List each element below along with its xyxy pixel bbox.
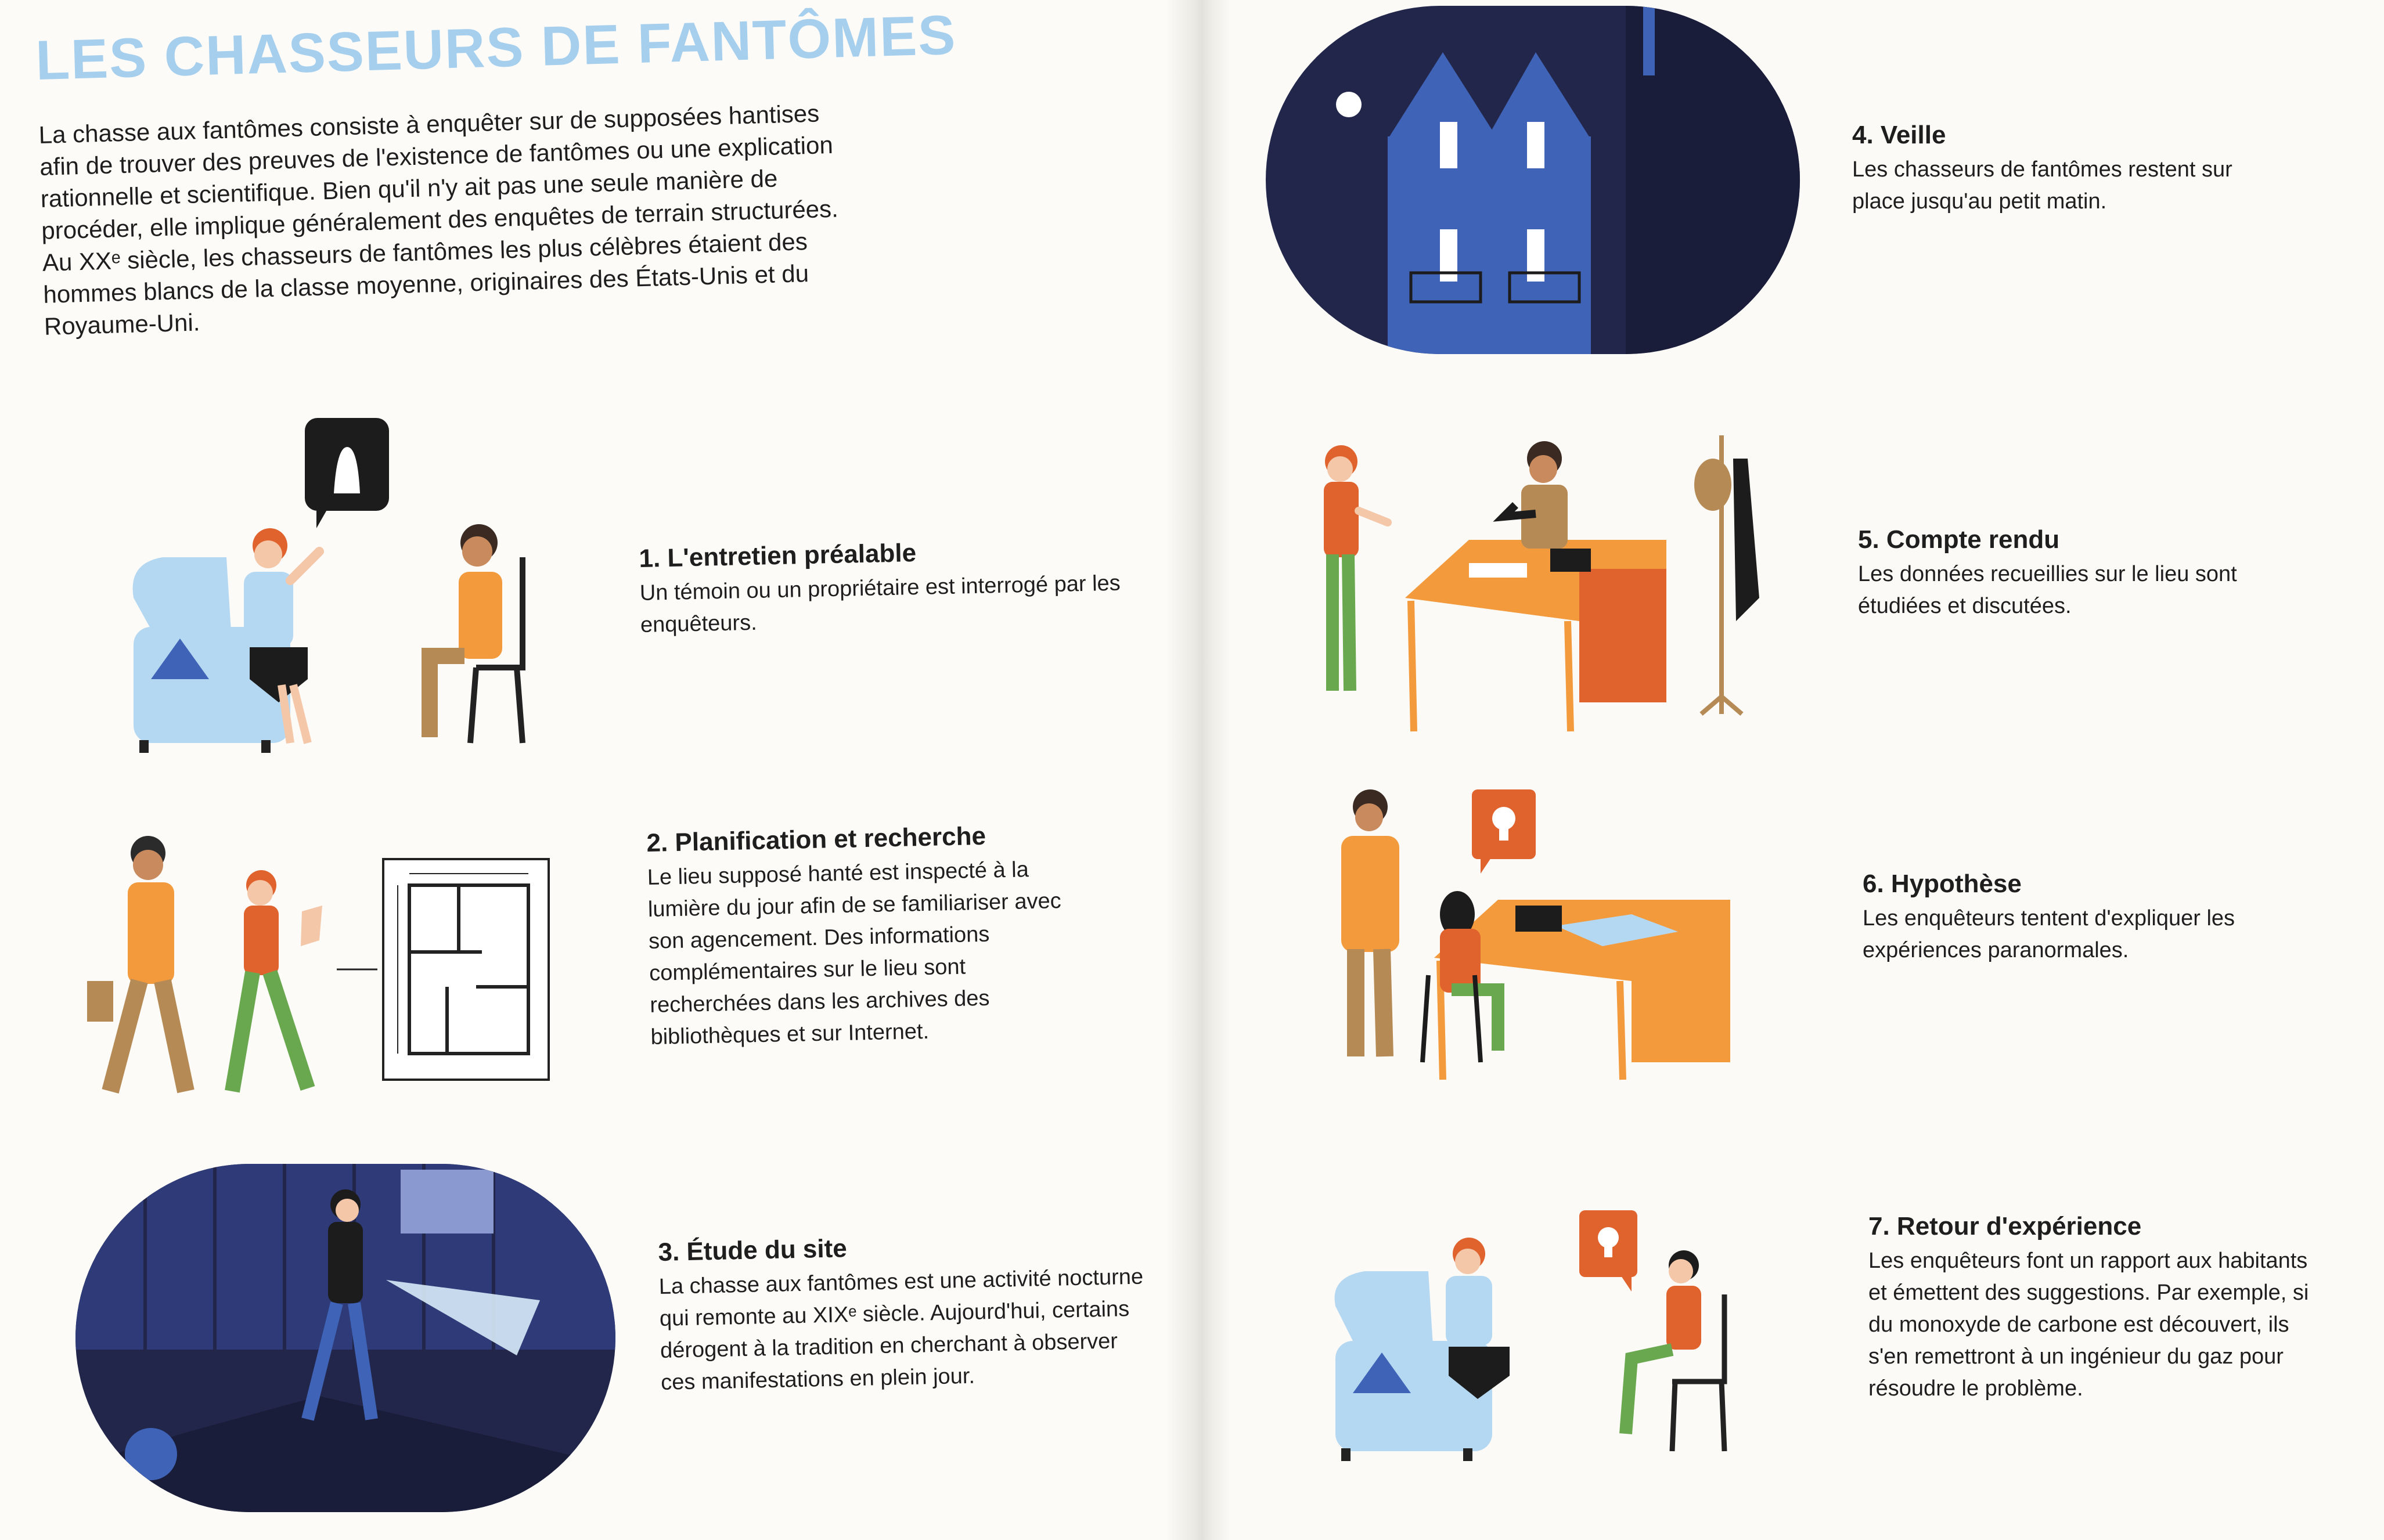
step-5-text: Les données recueillies sur le lieu sont étudiées et discutées. xyxy=(1858,562,2237,618)
step-1 xyxy=(639,532,1163,641)
step-4-text: Les chasseurs de fantômes restent sur place jusqu'au petit matin. xyxy=(1852,157,2232,214)
lightbulb-speech-bubble-2-icon xyxy=(1579,1210,1637,1292)
floor-plan-icon xyxy=(337,859,549,1080)
step-3-title: 3. Étude du site xyxy=(658,1234,848,1267)
step-6-title: 6. Hypothèse xyxy=(1863,870,2022,898)
step-7-text: Les enquêteurs font un rapport aux habitants et émettent des suggestions. Par exemple, si du monoxyde de carbone est découvert, ils s'en remettront à un ingénieur du gaz pour résoudre le problème. xyxy=(1868,1249,2309,1401)
step-5 xyxy=(1858,524,2276,622)
step-6 xyxy=(1863,868,2281,966)
illustration-vigil xyxy=(1266,6,1800,354)
page-title: LES CHASSEURS DE FANTÔMES xyxy=(35,3,957,92)
step-7-title: 7. Retour d'expérience xyxy=(1868,1212,2142,1240)
illustration-planning xyxy=(75,824,569,1115)
step-7 xyxy=(1868,1210,2321,1405)
step-3 xyxy=(658,1226,1155,1399)
ghost-speech-bubble-icon xyxy=(305,418,389,528)
book-gutter xyxy=(1167,0,1231,1540)
illustration-site-study xyxy=(75,1164,615,1512)
step-4 xyxy=(1852,119,2270,218)
lightbulb-speech-bubble-icon xyxy=(1472,789,1536,874)
step-2 xyxy=(646,818,1069,1054)
step-1-text: Un témoin ou un propriétaire est interrogé par les enquêteurs. xyxy=(639,571,1121,637)
illustration-hypothesis xyxy=(1306,784,1748,1085)
illustration-report xyxy=(1306,424,1771,737)
step-6-text: Les enquêteurs tentent d'expliquer les expériences paranormales. xyxy=(1863,906,2235,962)
step-1-title: 1. L'entretien préalable xyxy=(639,538,917,573)
illustration-feedback xyxy=(1324,1207,1777,1486)
intro-paragraph: La chasse aux fantômes consiste à enquêter sur de supposées hantises afin de trouver des preuves de l'existence de fantômes ou une explication rationnelle et scientifique. Bien qu'il n'y ait pas une seule manière de procéder, elle implique généralement des enquêtes de terrain structurées. Au XXᵉ siècle, les chasseurs de fantômes les plus célèbres étaient des hommes blancs de la classe moyenne, originaires des États-Unis et du Royaume-Uni. xyxy=(38,99,839,340)
step-2-text: Le lieu supposé hanté est inspecté à la lumière du jour afin de se familiariser avec son agencement. Des informations complémentaires sur le lieu sont recherchées dans les archives des bibliothèques et sur Internet. xyxy=(647,857,1062,1049)
step-4-title: 4. Veille xyxy=(1852,121,1946,149)
step-3-text: La chasse aux fantômes est une activité nocturne qui remonte au XIXᵉ siècle. Aujourd'hui, certains dérogent à la tradition en cherchant à observer ces manifestations en plein jour. xyxy=(658,1264,1144,1395)
step-5-title: 5. Compte rendu xyxy=(1858,525,2060,554)
illustration-interview xyxy=(116,406,569,766)
moon-icon xyxy=(1336,92,1362,117)
step-2-title: 2. Planification et recherche xyxy=(646,821,986,857)
